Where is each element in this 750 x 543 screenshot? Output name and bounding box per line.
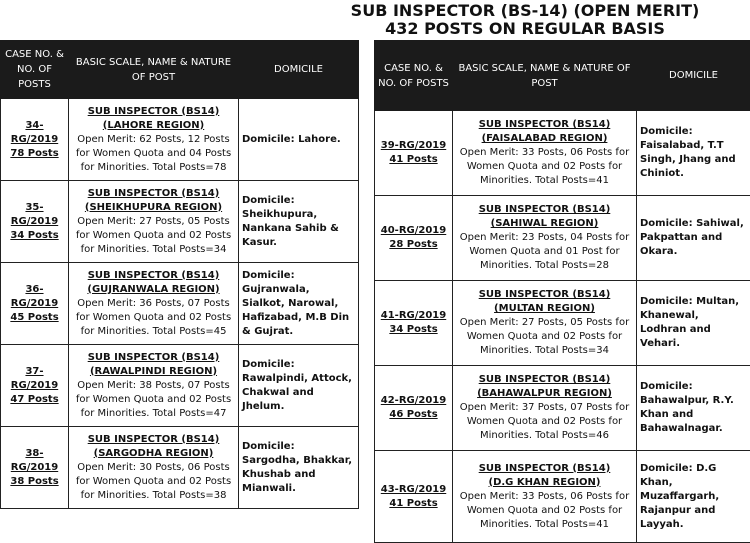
post-cell	[69, 263, 239, 345]
post-title: SUB INSPECTOR (BS14)	[72, 187, 235, 201]
left-table-body	[1, 99, 359, 509]
table-row	[1, 99, 359, 181]
domicile-cell: Domicile: Lahore.	[239, 99, 359, 181]
domicile-cell: Domicile: Faisalabad, T.T Singh, Jhang and Chiniot.	[637, 111, 750, 196]
case-number: 38-RG/2019	[4, 447, 65, 475]
domicile-cell: Domicile: Rawalpindi, Attock, Chakwal and Jhelum.	[239, 345, 359, 427]
case-cell	[1, 427, 69, 509]
region-name: (MULTAN REGION)	[456, 302, 633, 316]
region-name: (SARGODHA REGION)	[72, 447, 235, 461]
table-row	[1, 263, 359, 345]
post-cell	[69, 345, 239, 427]
post-cell	[453, 111, 637, 196]
post-title: SUB INSPECTOR (BS14)	[456, 288, 633, 302]
header-basic-scale: BASIC SCALE, NAME & NATURE OF POST	[69, 41, 239, 99]
header-case: CASE NO. & NO. OF POSTS	[1, 41, 69, 99]
case-cell	[1, 263, 69, 345]
posts-count: 28 Posts	[378, 238, 449, 252]
post-description: Open Merit: 62 Posts, 12 Posts for Women Quota and 04 Posts for Minorities. Total Posts=78	[72, 133, 235, 175]
posts-count: 47 Posts	[4, 393, 65, 407]
post-title: SUB INSPECTOR (BS14)	[456, 373, 633, 387]
right-posts-table	[374, 40, 750, 543]
region-name: (FAISALABAD REGION)	[456, 132, 633, 146]
domicile-cell: Domicile: Sheikhupura, Nankana Sahib & Kasur.	[239, 181, 359, 263]
region-name: (BAHAWALPUR REGION)	[456, 387, 633, 401]
posts-count: 34 Posts	[4, 229, 65, 243]
case-cell	[375, 451, 453, 543]
case-cell	[375, 366, 453, 451]
case-cell	[375, 111, 453, 196]
post-description: Open Merit: 33 Posts, 06 Posts for Women Quota and 02 Posts for Minorities. Total Posts=41	[456, 146, 633, 188]
post-description: Open Merit: 38 Posts, 07 Posts for Women Quota and 02 Posts for Minorities. Total Posts=47	[72, 379, 235, 421]
case-cell	[1, 181, 69, 263]
post-cell	[453, 196, 637, 281]
post-title: SUB INSPECTOR (BS14)	[72, 433, 235, 447]
table-row	[1, 181, 359, 263]
domicile-cell: Domicile: Sargodha, Bhakkar, Khushab and Mianwali.	[239, 427, 359, 509]
header-domicile: DOMICILE	[637, 41, 750, 111]
left-posts-table	[0, 40, 359, 509]
case-number: 37-RG/2019	[4, 365, 65, 393]
post-title: SUB INSPECTOR (BS14)	[72, 351, 235, 365]
table-row	[375, 281, 750, 366]
case-number: 35-RG/2019	[4, 201, 65, 229]
page-heading	[300, 2, 750, 38]
region-name: (D.G KHAN REGION)	[456, 476, 633, 490]
post-title: SUB INSPECTOR (BS14)	[72, 269, 235, 283]
posts-count: 41 Posts	[378, 153, 449, 167]
case-number: 43-RG/2019	[378, 483, 449, 497]
table-row	[375, 111, 750, 196]
right-table-body	[375, 111, 750, 543]
post-title: SUB INSPECTOR (BS14)	[456, 118, 633, 132]
table-row	[375, 366, 750, 451]
domicile-cell: Domicile: Sahiwal, Pakpattan and Okara.	[637, 196, 750, 281]
post-description: Open Merit: 30 Posts, 06 Posts for Women Quota and 02 Posts for Minorities. Total Posts=38	[72, 461, 235, 503]
header-case: CASE NO. & NO. OF POSTS	[375, 41, 453, 111]
post-description: Open Merit: 36 Posts, 07 Posts for Women Quota and 02 Posts for Minorities. Total Posts=45	[72, 297, 235, 339]
region-name: (LAHORE REGION)	[72, 119, 235, 133]
case-number: 41-RG/2019	[378, 309, 449, 323]
domicile-cell: Domicile: Gujranwala, Sialkot, Narowal, Hafizabad, M.B Din & Gujrat.	[239, 263, 359, 345]
header-basic-scale: BASIC SCALE, NAME & NATURE OF POST	[453, 41, 637, 111]
post-cell	[69, 427, 239, 509]
region-name: (GUJRANWALA REGION)	[72, 283, 235, 297]
case-number: 34-RG/2019	[4, 119, 65, 147]
table-row	[375, 196, 750, 281]
post-cell	[69, 181, 239, 263]
case-number: 36-RG/2019	[4, 283, 65, 311]
posts-count: 38 Posts	[4, 475, 65, 489]
posts-count: 46 Posts	[378, 408, 449, 422]
table-row	[375, 451, 750, 543]
case-number: 39-RG/2019	[378, 139, 449, 153]
post-description: Open Merit: 33 Posts, 06 Posts for Women Quota and 02 Posts for Minorities. Total Posts=41	[456, 490, 633, 532]
posts-count: 41 Posts	[378, 497, 449, 511]
domicile-cell: Domicile: Multan, Khanewal, Lodhran and Vehari.	[637, 281, 750, 366]
post-title: SUB INSPECTOR (BS14)	[72, 105, 235, 119]
post-cell	[453, 281, 637, 366]
case-cell	[1, 99, 69, 181]
post-description: Open Merit: 37 Posts, 07 Posts for Women Quota and 02 Posts for Minorities. Total Posts=46	[456, 401, 633, 443]
region-name: (SHEIKHUPURA REGION)	[72, 201, 235, 215]
posts-count: 34 Posts	[378, 323, 449, 337]
table-header-row	[1, 41, 359, 99]
post-cell	[453, 366, 637, 451]
table-header-row	[375, 41, 750, 111]
case-number: 40-RG/2019	[378, 224, 449, 238]
table-row	[1, 345, 359, 427]
posts-count: 78 Posts	[4, 147, 65, 161]
post-cell	[69, 99, 239, 181]
region-name: (SAHIWAL REGION)	[456, 217, 633, 231]
post-title: SUB INSPECTOR (BS14)	[456, 462, 633, 476]
heading-line-1: SUB INSPECTOR (BS-14) (OPEN MERIT)	[300, 2, 750, 20]
header-domicile: DOMICILE	[239, 41, 359, 99]
post-description: Open Merit: 27 Posts, 05 Posts for Women Quota and 02 Posts for Minorities. Total Posts=34	[456, 316, 633, 358]
table-row	[1, 427, 359, 509]
post-cell	[453, 451, 637, 543]
heading-line-2: 432 POSTS ON REGULAR BASIS	[300, 20, 750, 38]
case-number: 42-RG/2019	[378, 394, 449, 408]
case-cell	[375, 196, 453, 281]
case-cell	[375, 281, 453, 366]
region-name: (RAWALPINDI REGION)	[72, 365, 235, 379]
case-cell	[1, 345, 69, 427]
post-description: Open Merit: 23 Posts, 04 Posts for Women Quota and 01 Post for Minorities. Total Posts=28	[456, 231, 633, 273]
post-description: Open Merit: 27 Posts, 05 Posts for Women Quota and 02 Posts for Minorities. Total Posts=34	[72, 215, 235, 257]
posts-count: 45 Posts	[4, 311, 65, 325]
domicile-cell: Domicile: Bahawalpur, R.Y. Khan and Bahawalnagar.	[637, 366, 750, 451]
domicile-cell: Domicile: D.G Khan, Muzaffargarh, Rajanpur and Layyah.	[637, 451, 750, 543]
post-title: SUB INSPECTOR (BS14)	[456, 203, 633, 217]
